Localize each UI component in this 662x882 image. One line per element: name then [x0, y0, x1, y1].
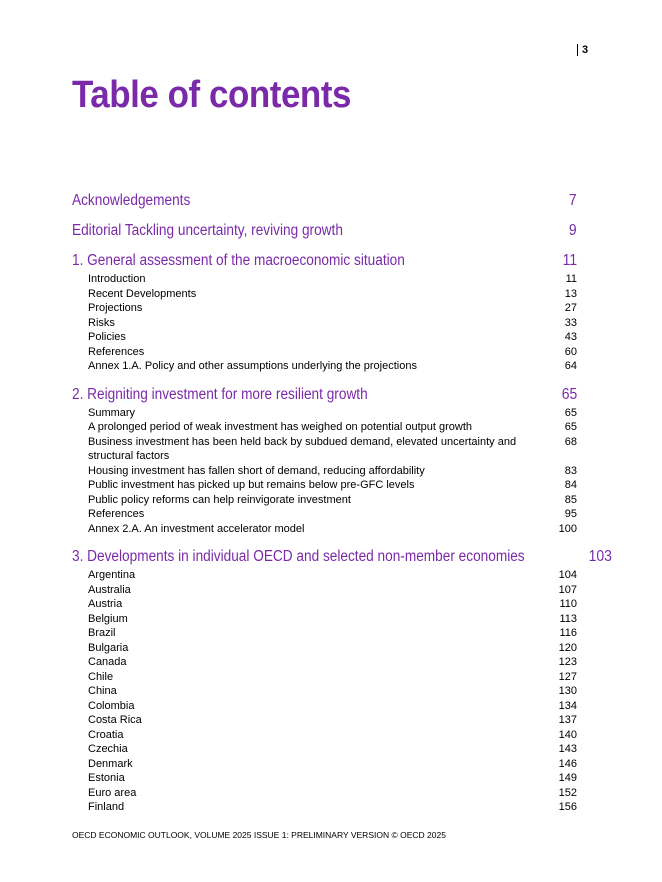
table-of-contents	[72, 192, 613, 815]
toc-item[interactable]: Summary 65	[88, 406, 577, 419]
page-footer: OECD ECONOMIC OUTLOOK, VOLUME 2025 ISSUE 1: PRELIMINARY VERSION © OECD 2025	[72, 830, 446, 840]
toc-item[interactable]: Public policy reforms can help reinvigorate investment 85	[88, 493, 577, 506]
toc-entry-acknowledgements[interactable]: Acknowledgements 7	[72, 192, 577, 209]
toc-item[interactable]: Public investment has picked up but remains below pre-GFC levels 84	[88, 479, 577, 491]
toc-entry-editorial[interactable]: Editorial Tackling uncertainty, reviving growth 9	[72, 222, 577, 239]
toc-item[interactable]: Argentina 104	[88, 569, 577, 581]
toc-item[interactable]: Costa Rica 137	[88, 714, 577, 726]
toc-item[interactable]: Chile 127	[88, 670, 577, 683]
toc-item[interactable]: Bulgaria 120	[88, 641, 577, 654]
toc-item[interactable]: Australia 107	[88, 583, 577, 596]
toc-chapter-3[interactable]: 3. Developments in individual OECD and selected non-member economies 103	[72, 548, 613, 565]
toc-item[interactable]: Recent Developments 13	[88, 287, 577, 300]
toc-item[interactable]: Brazil 116	[88, 627, 577, 639]
toc-item[interactable]: Colombia 134	[88, 699, 577, 712]
toc-item[interactable]: Belgium 113	[88, 612, 577, 625]
toc-item[interactable]: Policies 43	[88, 331, 577, 343]
toc-item[interactable]: References 95	[88, 508, 577, 520]
toc-item[interactable]: Annex 1.A. Policy and other assumptions underlying the projections 64	[88, 360, 577, 372]
toc-item[interactable]: Czechia 143	[88, 743, 577, 755]
chapter-3-items	[72, 568, 577, 815]
page-title: Table of contents	[72, 74, 352, 116]
toc-item[interactable]: Projections 27	[88, 302, 577, 314]
toc-item[interactable]: Euro area 152	[88, 786, 577, 799]
toc-item[interactable]: Denmark 146	[88, 757, 577, 770]
toc-item[interactable]: References 60	[88, 345, 577, 358]
page-number: 3	[577, 44, 588, 56]
toc-item[interactable]: Annex 2.A. An investment accelerator model 100	[88, 522, 577, 535]
toc-item[interactable]: Estonia 149	[88, 772, 577, 784]
toc-item[interactable]: A prolonged period of weak investment has weighed on potential output growth 65	[88, 421, 577, 433]
toc-item[interactable]: Canada 123	[88, 656, 577, 668]
chapter-1-items	[72, 272, 577, 374]
toc-item[interactable]: Croatia 140	[88, 728, 577, 741]
toc-item[interactable]: Risks 33	[88, 316, 577, 329]
chapter-2-items	[72, 406, 577, 537]
toc-item[interactable]: Introduction 11	[88, 273, 577, 285]
toc-chapter-1[interactable]: 1. General assessment of the macroeconomic situation 11	[72, 252, 577, 269]
toc-item[interactable]: Housing investment has fallen short of demand, reducing affordability 83	[88, 464, 577, 477]
toc-item[interactable]: Finland 156	[88, 801, 577, 813]
toc-item[interactable]: China 130	[88, 685, 577, 697]
toc-chapter-2[interactable]: 2. Reigniting investment for more resilient growth 65	[72, 385, 577, 403]
toc-item[interactable]: Austria 110	[88, 598, 577, 610]
toc-item[interactable]: Business investment has been held back by subdued demand, elevated uncertainty and structural factors 68	[88, 435, 577, 462]
